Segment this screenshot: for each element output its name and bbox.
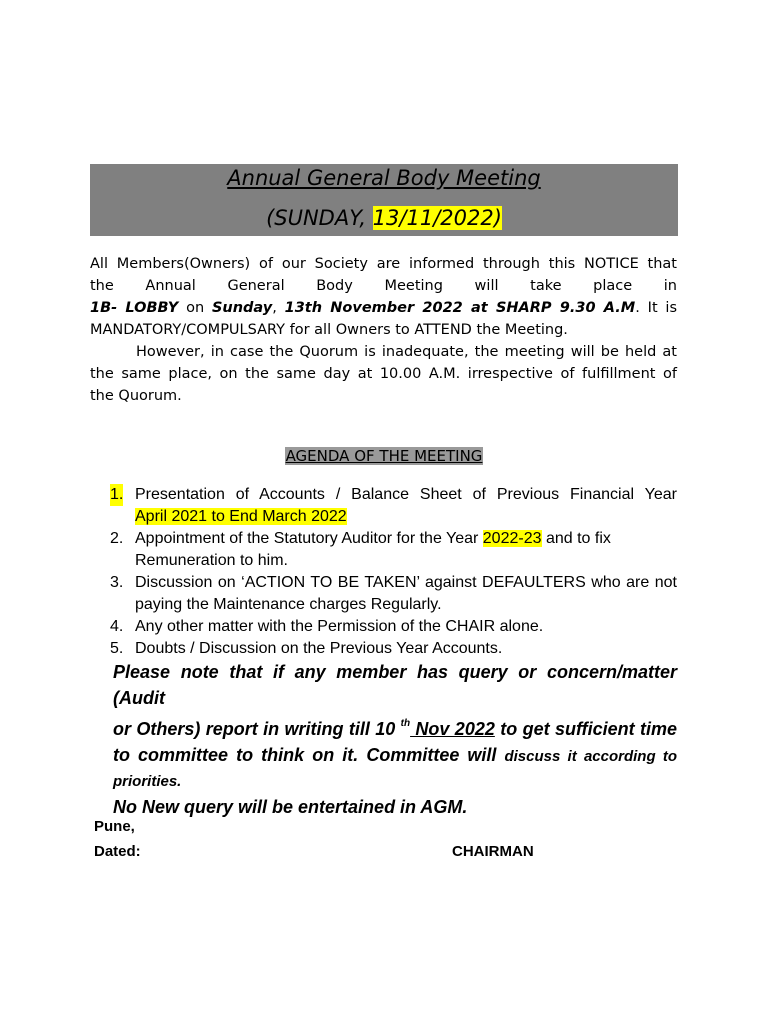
agenda-list: [110, 484, 677, 660]
agenda-item: [110, 616, 677, 638]
venue-text: 1B- LOBBY: [90, 300, 179, 316]
quorum-line-1: However, in case the Quorum is inadequate, the meeting will be held at: [136, 344, 677, 360]
note-text: to get sufficient time: [494, 719, 678, 739]
note-line-1: Please note that if any member has query or concern/matter (Audit: [113, 662, 677, 708]
note-line-4: priorities.: [113, 773, 182, 790]
intro-comma: ,: [272, 300, 285, 316]
agenda-item: [110, 528, 677, 572]
note-deadline: Nov 2022: [410, 719, 495, 739]
dated-label: Dated:: [94, 843, 141, 860]
agenda-number: 4.: [110, 618, 124, 635]
title-text: Annual General Body Meeting: [227, 166, 541, 190]
query-note: [113, 660, 677, 820]
note-line-3: [113, 743, 677, 770]
agenda-number: 1.: [110, 484, 123, 506]
title-banner: [90, 164, 678, 236]
intro-line-4: MANDATORY/COMPULSARY for all Owners to ATTEND the Meeting.: [90, 322, 568, 338]
agenda-number: 2.: [110, 530, 124, 547]
agenda-item: [110, 572, 677, 616]
intro-tail: . It is: [635, 300, 678, 316]
intro-line-1: All Members(Owners) of our Society are informed through this NOTICE that: [90, 256, 677, 272]
quorum-line-3: the Quorum.: [90, 388, 182, 404]
note-text: or Others) report in writing till 10: [113, 719, 401, 739]
agenda-item-line: [135, 528, 677, 550]
agenda-item-line: Remuneration to him.: [135, 552, 288, 569]
quorum-paragraph: [90, 341, 677, 407]
agenda-text: Appointment of the Statutory Auditor for the Year: [135, 530, 483, 547]
agenda-heading-text: AGENDA OF THE MEETING: [285, 447, 483, 465]
chairman-label: CHAIRMAN: [452, 843, 534, 860]
agenda-number: 3.: [110, 574, 124, 591]
intro-on: on: [178, 300, 212, 316]
quorum-line-2: the same place, on the same day at 10.00 A.M. irrespective of fulfillment of: [90, 366, 677, 382]
note-line-5: No New query will be entertained in AGM.: [113, 796, 468, 817]
agenda-item: [110, 638, 677, 660]
date-time-text: 13th November 2022 at SHARP 9.30 A.M: [284, 300, 636, 316]
agenda-item: [110, 484, 677, 528]
title-date-prefix: (SUNDAY,: [266, 206, 373, 230]
agenda-number: 5.: [110, 640, 124, 657]
intro-line-3: [90, 297, 677, 319]
agenda-item-line: Discussion on ‘ACTION TO BE TAKEN’ against DEFAULTERS who are not: [135, 574, 677, 591]
intro-line-2: the Annual General Body Meeting will take place in: [90, 278, 677, 294]
note-superscript: th: [400, 718, 411, 729]
agenda-item-line: Doubts / Discussion on the Previous Year Accounts.: [135, 640, 503, 657]
title-date-line: [90, 206, 678, 230]
title-date-highlight: 13/11/2022): [372, 206, 502, 230]
agenda-item-line: Any other matter with the Permission of the CHAIR alone.: [135, 618, 544, 635]
year-highlight: 2022-23: [482, 530, 542, 547]
note-text: to committee to think on it. Committee will: [113, 744, 505, 765]
agenda-text: and to fix: [541, 530, 611, 547]
place-label: Pune,: [94, 818, 135, 835]
agenda-period-highlight: April 2021 to End March 2022: [135, 508, 347, 525]
day-text: Sunday: [211, 300, 273, 316]
agenda-item-line: Presentation of Accounts / Balance Sheet of Previous Financial Year: [135, 486, 677, 503]
note-line-2: [113, 711, 677, 743]
title-line: [90, 166, 678, 190]
note-small-text: discuss it according to: [504, 747, 678, 765]
agenda-item-line: paying the Maintenance charges Regularly.: [135, 596, 442, 613]
intro-paragraph: [90, 253, 677, 341]
agenda-heading: [0, 447, 768, 465]
